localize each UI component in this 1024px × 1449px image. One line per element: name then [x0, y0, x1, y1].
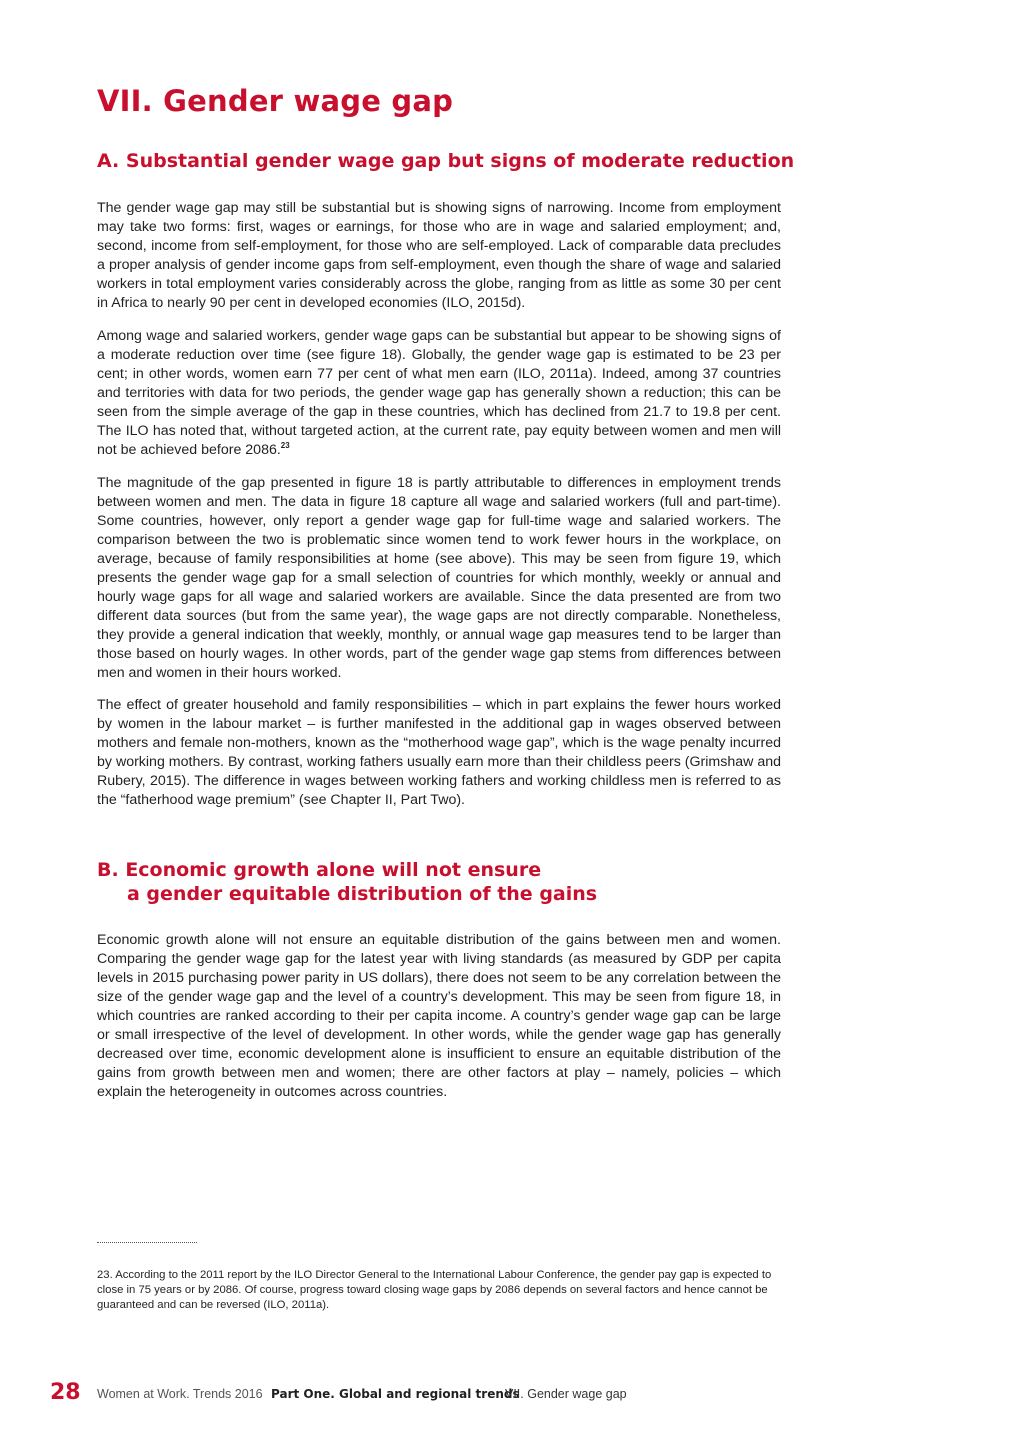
paragraph-a1: The gender wage gap may still be substantial but is showing signs of narrowing. Income from employment may take two forms: first, wages or earnings, for those who are in wage and salaried employment; and, second, income from self-employment, for those who are self-employed. Lack of comparable data precludes a proper analysis of gender income gaps from self-employment, even though the share of wage and salaried workers in total employment varies considerably across the globe, ranging from as little as some 30 per cent in Africa to nearly 90 per cent in developed economies (ILO, 2015d). [97, 200, 781, 311]
paragraph-a2 [97, 327, 781, 460]
section-a-heading [97, 149, 794, 173]
page-footer [0, 1380, 1024, 1410]
section-b-heading-line2: a gender equitable distribution of the gains [127, 883, 598, 905]
footnote-separator [97, 1242, 197, 1243]
page-number: 28 [50, 1380, 81, 1405]
footnote-ref[interactable]: 23 [280, 441, 290, 450]
paragraph-a2-text: Among wage and salaried workers, gender wage gaps can be substantial but appear to be showing signs of a moderate reduction over time (see figure 18). Globally, the gender wage gap is estimated to be 23 per cent; in other words, women earn 77 per cent of what men earn (ILO, 2011a). Indeed, among 37 countries and territories with data for two periods, the gender wage gap has generally shown a reduction; this can be seen from the simple average of the gap in these countries, which has declined from 21.7 to 19.8 per cent. The ILO has noted that, without targeted action, at the current rate, pay equity between women and men will not be achieved before 2086. [97, 328, 781, 458]
chapter-title: VII. Gender wage gap [97, 84, 454, 118]
paragraph-a3: The magnitude of the gap presented in figure 18 is partly attributable to differences in employment trends between women and men. The data in figure 18 capture all wage and salaried workers (full and part-time). Some countries, however, only report a gender wage gap for full-time wage and salaried workers. The comparison between the two is problematic since women tend to work fewer hours in the workplace, on average, because of family responsibilities at home (see above). This may be seen from figure 19, which presents the gender wage gap for a small selection of countries for which monthly, weekly or annual and hourly wage gaps for all wage and salaried workers are available. Since the data presented are from two different data sources (but from the same year), the wage gaps are not directly comparable. Nonetheless, they provide a general indication that weekly, monthly, or annual wage gap measures tend to be larger than those based on hourly wages. In other words, part of the gender wage gap stems from differences between men and women in their hours worked. [97, 475, 781, 681]
footer-publication: Women at Work. Trends 2016 [97, 1387, 263, 1401]
paragraph-b1: Economic growth alone will not ensure an equitable distribution of the gains between men and women. Comparing the gender wage gap for the latest year with living standards (as measured by GDP per capita levels in 2015 purchasing power parity in US dollars), there does not seem to be any correlation between the size of the gender wage gap and the level of a country’s development. This may be seen from figure 18, in which countries are ranked according to their per capita income. A country’s gender wage gap can be large or small irrespective of the level of development. In other words, while the gender wage gap has generally decreased over time, economic development alone is insufficient to ensure an equitable distribution of the gains from growth between men and women; there are other factors at play – namely, policies – which explain the heterogeneity in outcomes across countries. [97, 932, 781, 1100]
footer-chapter: VII. Gender wage gap [505, 1387, 627, 1401]
footer-part: Part One. Global and regional trends [271, 1387, 520, 1401]
section-b-heading-line1: B. Economic growth alone will not ensure [97, 859, 542, 881]
paragraph-a4: The effect of greater household and family responsibilities – which in part explains the fewer hours worked by women in the labour market – is further manifested in the additional gap in wages observed between mothers and female non-mothers, known as the “motherhood wage gap”, which is the wage penalty incurred by working mothers. By contrast, working fathers usually earn more than their childless peers (Grimshaw and Rubery, 2015). The difference in wages between working fathers and working childless men is referred to as the “fatherhood wage premium” (see Chapter II, Part Two). [97, 697, 781, 808]
section-b-heading [97, 858, 597, 906]
section-a-heading-text: A. Substantial gender wage gap but signs of moderate reduction [97, 150, 795, 172]
footnote-23: 23. According to the 2011 report by the ILO Director General to the International Labour Conference, the gender pay gap is expected to close in 75 years or by 2086. Of course, progress toward closing wage gaps by 2086 depends on several factors and hence cannot be guaranteed and can be reversed (ILO, 2011a). [97, 1269, 772, 1311]
